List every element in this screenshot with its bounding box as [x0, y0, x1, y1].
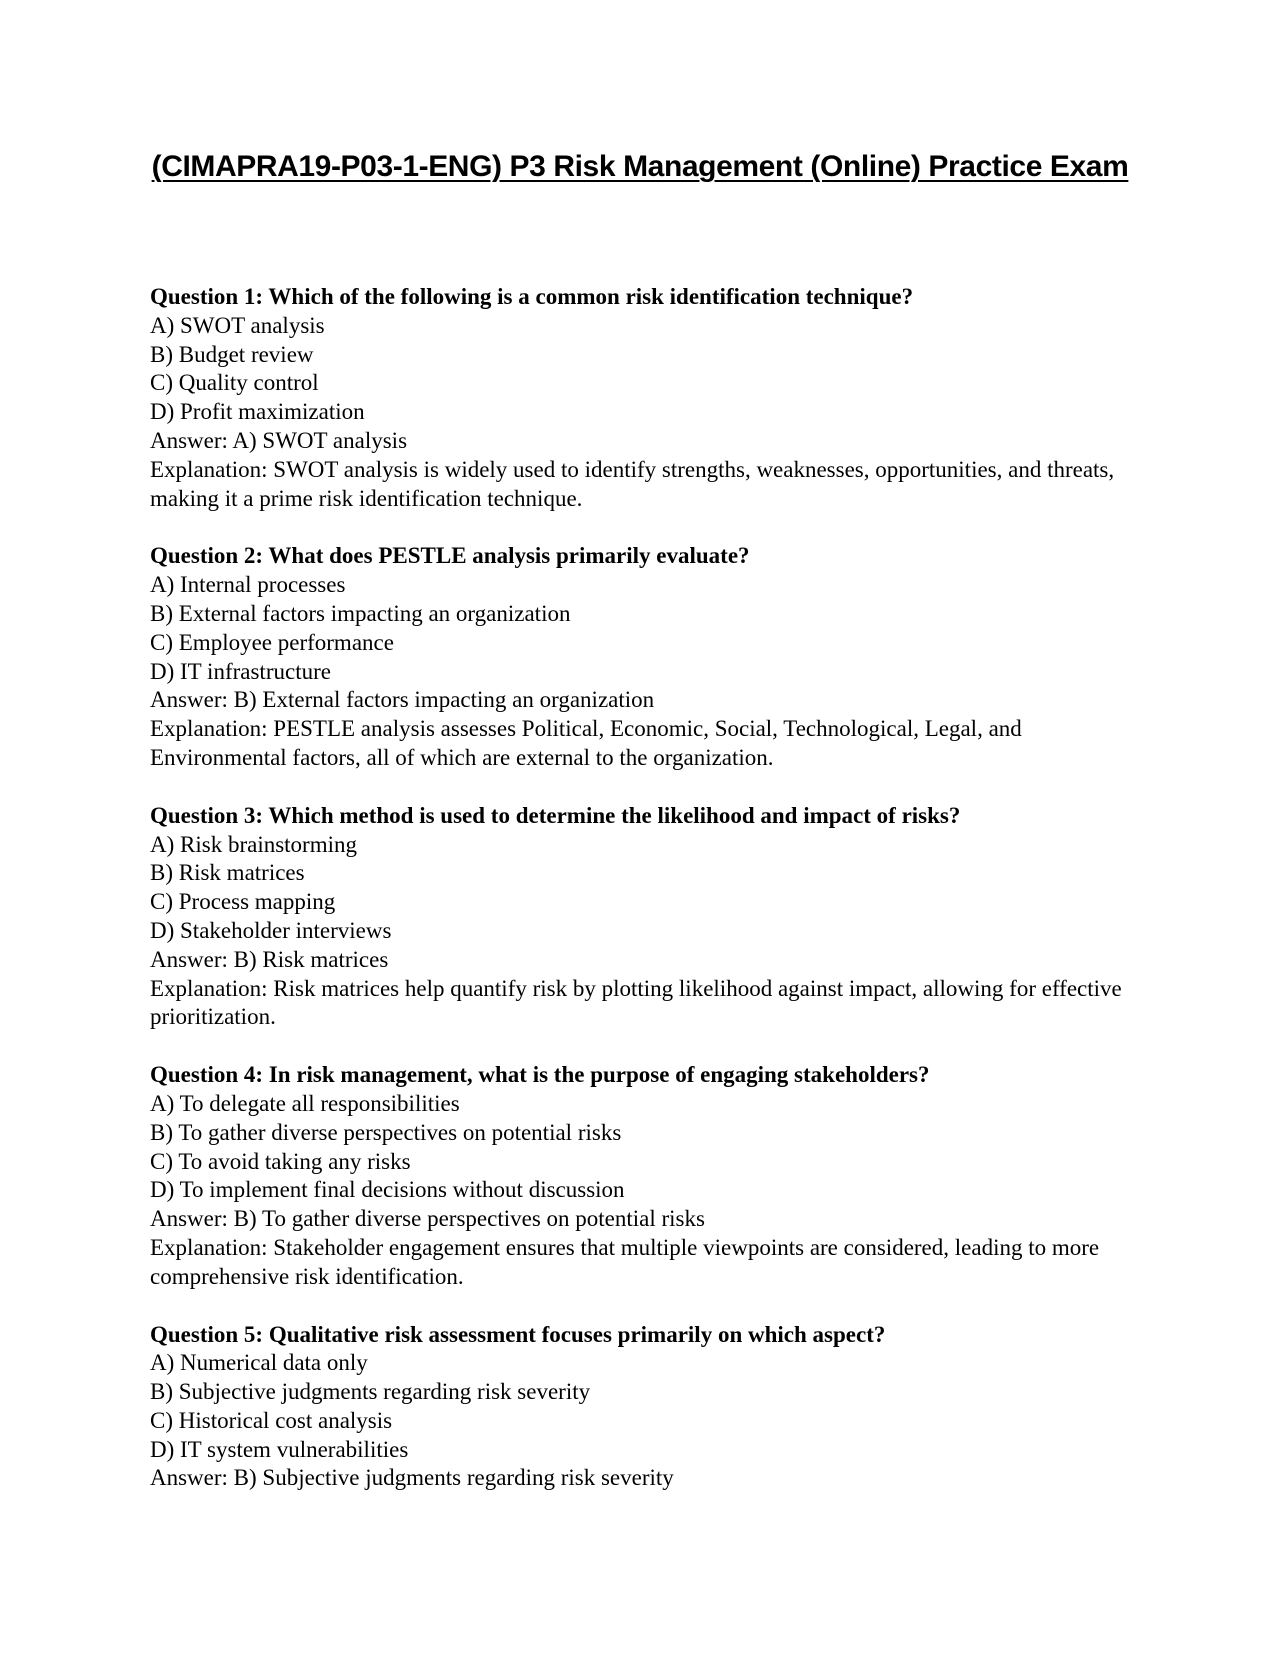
- question-text: Question 2: What does PESTLE analysis primarily evaluate?: [150, 543, 750, 569]
- question-list: [150, 283, 1140, 1522]
- answer: Answer: B) Risk matrices: [150, 946, 389, 972]
- question-text: Question 5: Qualitative risk assessment focuses primarily on which aspect?: [150, 1321, 886, 1347]
- option-c: C) Process mapping: [150, 889, 336, 915]
- option-b: B) Subjective judgments regarding risk severity: [150, 1379, 591, 1405]
- option-b: B) To gather diverse perspectives on potential risks: [150, 1119, 622, 1145]
- question-text: Question 3: Which method is used to determine the likelihood and impact of risks?: [150, 802, 961, 828]
- explanation: Explanation: Risk matrices help quantify risk by plotting likelihood against impact, allowing for effective prioritization.: [150, 975, 1122, 1030]
- question-text: Question 4: In risk management, what is the purpose of engaging stakeholders?: [150, 1062, 930, 1088]
- option-c: C) Quality control: [150, 370, 319, 396]
- option-a: A) Internal processes: [150, 572, 346, 598]
- option-b: B) External factors impacting an organization: [150, 600, 571, 626]
- answer: Answer: B) Subjective judgments regarding risk severity: [150, 1465, 674, 1491]
- option-c: C) To avoid taking any risks: [150, 1148, 411, 1174]
- explanation: Explanation: SWOT analysis is widely used to identify strengths, weaknesses, opportunities, and threats, making it a prime risk identification technique.: [150, 456, 1115, 511]
- question-block-3: [150, 802, 1140, 1032]
- page-title: [0, 149, 1280, 185]
- option-d: D) IT system vulnerabilities: [150, 1436, 409, 1462]
- option-d: D) Stakeholder interviews: [150, 917, 392, 943]
- explanation: Explanation: PESTLE analysis assesses Political, Economic, Social, Technological, Legal, and Environmental factors, all of which are external to the organization.: [150, 716, 1022, 770]
- answer: Answer: B) To gather diverse perspectives on potential risks: [150, 1206, 705, 1232]
- question-block-1: [150, 283, 1140, 513]
- option-a: A) Numerical data only: [150, 1350, 368, 1376]
- option-a: A) To delegate all responsibilities: [150, 1090, 460, 1116]
- question-block-4: [150, 1061, 1140, 1291]
- option-d: D) To implement final decisions without discussion: [150, 1177, 625, 1203]
- option-b: B) Budget review: [150, 341, 314, 367]
- option-a: A) Risk brainstorming: [150, 831, 357, 857]
- question-block-5: [150, 1321, 1140, 1494]
- question-block-2: [150, 542, 1140, 772]
- answer: Answer: B) External factors impacting an organization: [150, 687, 655, 713]
- option-b: B) Risk matrices: [150, 860, 305, 886]
- option-c: C) Historical cost analysis: [150, 1407, 393, 1433]
- question-text: Question 1: Which of the following is a common risk identification technique?: [150, 284, 914, 309]
- answer: Answer: A) SWOT analysis: [150, 427, 408, 453]
- page-title-text: (CIMAPRA19-P03-1-ENG) P3 Risk Management (Online) Practice Exam: [151, 150, 1129, 183]
- option-a: A) SWOT analysis: [150, 312, 325, 338]
- explanation: Explanation: Stakeholder engagement ensures that multiple viewpoints are considered, leading to more comprehensive risk identification.: [150, 1234, 1100, 1289]
- option-c: C) Employee performance: [150, 629, 394, 655]
- option-d: D) Profit maximization: [150, 399, 365, 425]
- option-d: D) IT infrastructure: [150, 658, 331, 684]
